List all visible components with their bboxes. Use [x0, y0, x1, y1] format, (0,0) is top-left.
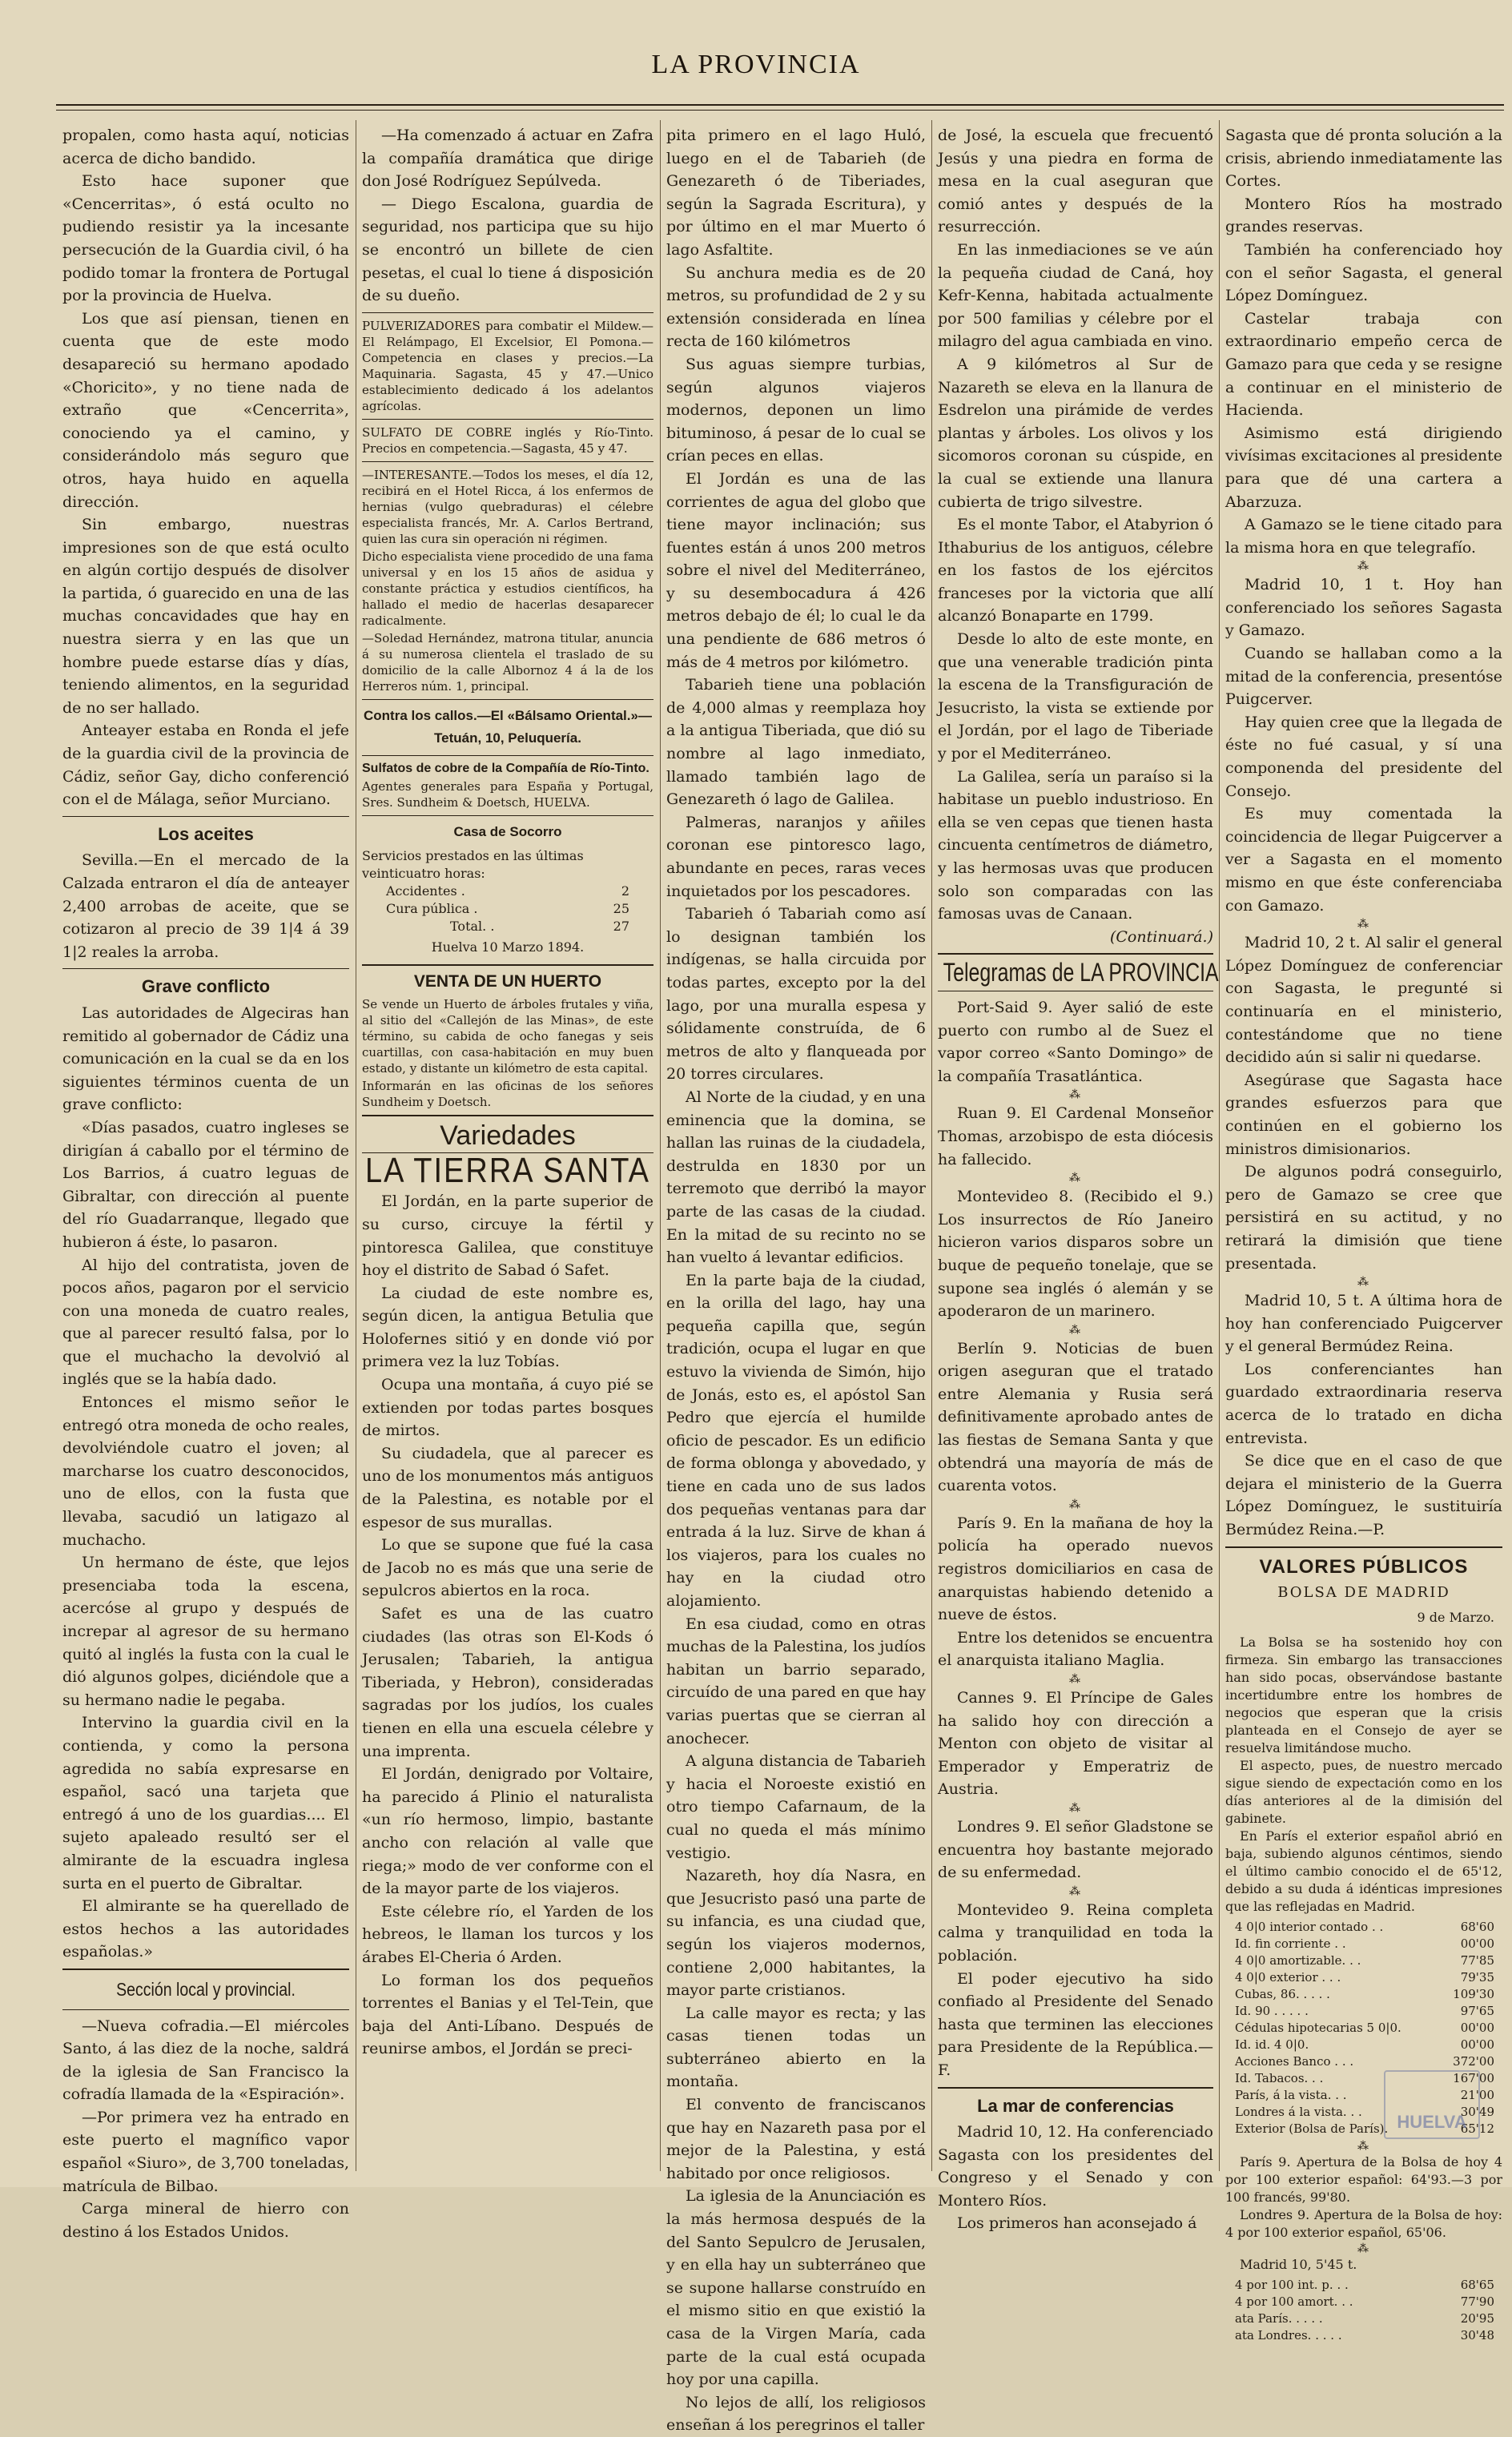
paragraph: Lo que se supone que fué la casa de Jacob no es más que una serie de sepulcros abiertos en la roca. — [362, 1536, 653, 1600]
rate-label: 4 por 100 int. p. . . — [1235, 2278, 1349, 2293]
advertisement-sulfatos — [362, 761, 653, 810]
ad-title: Sulfatos de cobre de la Compañía de Río-Tinto. — [362, 761, 649, 775]
paragraph: Entonces el mismo señor le entregó otra moneda de ocho reales, devolviéndole cuatro el joven; al marcharse los cuatro desconocidos, uno de ellos, con la fusta que llevaba, sacudió un latigazo al muchacho. — [62, 1393, 349, 1549]
paragraph: Es muy comentada la coincidencia de llegar Puigcerver a ver a Sagasta en el momento mismo en que éste conferenciaba con Gamazo. — [1225, 805, 1502, 915]
paragraph: Sevilla.—En el mercado de la Calzada entraron el día de anteayer 2,400 arrobas de aceite, que se cotizaron al precio de 39 1|4 á 39 1|2 reales la arroba. — [62, 851, 349, 961]
rate-value: 372'00 — [1453, 2054, 1494, 2069]
separator-stars: ⁂ — [1069, 1498, 1082, 1511]
column-2 — [362, 124, 653, 2171]
paragraph: En esa ciudad, como en otras muchas de la Palestina, los judíos habitan un barrio separado, circuído de una pared en que hay varias puertas que se cierran al anochecer. — [666, 1615, 926, 1747]
divider — [362, 755, 653, 756]
paragraph: Los conferenciantes han guardado extraordinaria reserva acerca de lo tratado en dicha entrevista. — [1225, 1360, 1502, 1447]
foreign-bolsa — [1225, 2153, 1502, 2242]
paragraph: También ha conferenciado hoy con el señor Sagasta, el general López Domínguez. — [1225, 240, 1502, 305]
rate-label: Londres á la vista. . . — [1235, 2105, 1362, 2120]
section-heading-variedades: Variedades — [440, 1120, 576, 1152]
paragraph: Londres 9. Apertura de la Bolsa de hoy: 4 por 100 exterior español, 65'06. — [1225, 2207, 1502, 2241]
rate-value: 167'00 — [1453, 2071, 1494, 2086]
separator-stars: ⁂ — [1069, 1801, 1082, 1815]
paragraph: El almirante se ha querellado de estos hechos a las autoridades españolas.» — [62, 1897, 349, 1961]
paragraph: A 9 kilómetros al Sur de Nazareth se eleva en la llanura de Esdrelon una pirámide de verdes plantas y árboles. Los olivos y los sicomoros coronan su cúspide, en la cual se extiende una llanura cubierta de trigo silvestre. — [938, 355, 1213, 511]
paragraph: Tabarieh ó Tabariah como así lo designan también los indígenas, se halla circuida por todas partes, excepto por la del lago, por una muralla espesa y sólidamente construída, de 6 metros de alto y flanqueada por 20 torres circulares. — [666, 905, 926, 1084]
paragraph: Intervino la guardia civil en la contienda, y como la persona agredida no sabía expresarse en español, sacó una tarjeta que entregó á uno de los guardias.... El sujeto apaleado resultó ser el almirante de la escuadra inglesa surta en el puerto de Gibraltar. — [62, 1714, 349, 1892]
rate-label: Id. 90 . . . . . — [1235, 2004, 1309, 2019]
separator-stars: ⁂ — [1357, 560, 1370, 573]
stat-value: 2 — [621, 883, 629, 899]
section-heading-telegramas: Telegramas de LA PROVINCIA — [943, 958, 1219, 987]
paragraph: A Gamazo se le tiene citado para la misma hora en que telegrafío. — [1225, 516, 1502, 557]
divider — [362, 964, 653, 966]
rate-label: ata Londres. . . . . — [1235, 2328, 1342, 2343]
paragraph: Cuando se hallaban como a la mitad de la conferencia, presentóse Puigcerver. — [1225, 645, 1502, 709]
rate-value: 00'00 — [1460, 1936, 1494, 1952]
section-heading-valores: VALORES PÚBLICOS — [1259, 1555, 1469, 1578]
socorro-date: Huelva 10 Marzo 1894. — [431, 939, 585, 955]
paragraph: Hay quien cree que la llegada de éste no fué casual, y sí una componenda del presidente del Consejo. — [1225, 713, 1502, 800]
paragraph: Es el monte Tabor, el Atabyrion ó Ithaburius de los antiguos, célebre en los fastos de los ejércitos franceses por la victoria que allí alcanzó Bonaparte en 1799. — [938, 516, 1213, 625]
rate-row — [1225, 1986, 1502, 2003]
paragraph: —Ha comenzado á actuar en Zafra la compañía dramática que dirige don José Rodríguez Sepúlveda. — [362, 127, 653, 191]
paragraph: El Jordán, en la parte superior de su curso, circuye la fértil y pintoresca Galilea, que constituye hoy el distrito de Sabad ó Safet. — [362, 1192, 653, 1280]
rate-row — [1225, 2037, 1502, 2053]
ad-text: —INTERESANTE.—Todos los meses, el día 12, recibirá en el Hotel Ricca, á los enfermos de hernias (vulgo quebraduras) el célebre especialista francés, Mr. A. Carlos Bertrand, quien las cura sin operación ni régimen. — [362, 467, 653, 546]
advertisement-interesante — [362, 467, 653, 694]
socorro-intro: Servicios prestados en las últimas veinticuatro horas: — [362, 847, 584, 881]
telegram: El poder ejecutivo ha sido confiado al Presidente del Senado hasta que terminen las elecciones para Presidente de la República.—F. — [938, 1969, 1213, 2079]
rate-row — [1225, 2294, 1502, 2310]
column-3 — [666, 124, 926, 2435]
section-heading-aceites: Los aceites — [158, 823, 254, 844]
paragraph: La calle mayor es recta; y las casas tienen todas un subterráneo abierto en la montaña. — [666, 2004, 926, 2091]
masthead: LA PROVINCIA — [651, 50, 861, 79]
paragraph: Al Norte de la ciudad, y en una eminencia que la domina, se hallan las ruinas de la ciudadela, destrulda en 1830 por un terremoto que derribó la mayor parte de las casas de la ciudad. En la mitad de su recinto no se han vuelto á levantar edificios. — [666, 1088, 926, 1267]
rate-value: 30'48 — [1460, 2328, 1494, 2343]
separator-stars: ⁂ — [1357, 2242, 1370, 2256]
stat-label: Cura pública . — [386, 900, 478, 916]
rate-value: 21'00 — [1460, 2088, 1494, 2103]
paragraph: Madrid 10, 5 t. A última hora de hoy han conferenciado Puigcerver y el general Bermúdez Reina. — [1225, 1292, 1502, 1356]
advertisement-huerto — [362, 996, 653, 1110]
divider — [362, 699, 653, 700]
advertisement-sulfato — [362, 424, 653, 456]
paragraph: El Jordán, denigrado por Voltaire, ha parecido á Plinio el naturalista «un río hermoso, limpio, bastante ancho con relación al valle que riega;» modo de ver conforme con el de la mayor parte de los viajeros. — [362, 1765, 653, 1898]
ad-callos: Contra los callos.—El «Bálsamo Oriental.»—Tetuán, 10, Peluquería. — [364, 707, 652, 746]
paragraph: pita primero en el lago Huló, luego en el de Tabarieh (de Genezareth ó de Tiberiades, según la Sagrada Escritura), y por último en el mar Muerto ó lago Asfaltite. — [666, 127, 926, 259]
rate-label: Id. Tabacos. . . — [1235, 2071, 1324, 2086]
rate-value: 20'95 — [1460, 2311, 1494, 2326]
socorro-stats — [362, 847, 653, 959]
telegram: París 9. En la mañana de hoy la policía ha operado nuevos registros domiciliarios en casa de anarquistas habiendo detenido a nueve de éstos. — [938, 1514, 1213, 1624]
separator-stars: ⁂ — [1357, 1276, 1370, 1289]
rate-label: París, á la vista. . . — [1235, 2088, 1347, 2103]
separator-stars: ⁂ — [1357, 2140, 1370, 2153]
paragraph: Madrid 10, 5'45 t. — [1240, 2257, 1357, 2273]
paragraph: Anteayer estaba en Ronda el jefe de la guardia civil de la provincia de Cádiz, señor Gay, dicho conferenció con el de Málaga, señor Murciano. — [62, 722, 349, 809]
paragraph: «Días pasados, cuatro ingleses se dirigían á caballo por el término de Los Barrios, á cuatro leguas de Gibraltar, con dirección al puente del río Guadarranque, llegado que hubieron á éste, lo pasaron. — [62, 1118, 349, 1251]
column-separator — [1219, 120, 1220, 2171]
stat-value: 25 — [613, 900, 629, 916]
telegram: Montevideo 9. Reina completa calma y tranquilidad en toda la población. — [938, 1900, 1213, 1964]
paragraph: La iglesia de la Anunciación es la más hermosa después de la del Santo Sepulcro de Jerusalen, y en ella hay un subterráneo que se supone hallarse construído en el mismo sitio en que existió la casa de la Virgen María, cada parte de la cual está ocupada hoy por una capilla. — [666, 2187, 926, 2389]
rate-label: Cédulas hipotecarias 5 0|0. — [1235, 2021, 1401, 2036]
paragraph: En las inmediaciones se ve aún la pequeña ciudad de Caná, hoy Kefr-Kenna, habitada actualmente por 500 familias y célebre por el milagro del agua cambiada en vino. — [938, 240, 1213, 351]
paragraph: Sagasta que dé pronta solución a la crisis, abriendo inmediatamente las Cortes. — [1225, 127, 1502, 191]
paragraph: Sus aguas siempre turbias, según algunos viajeros modernos, deponen un limo bituminoso, á pesar de lo cual se crían peces en ellas. — [666, 355, 926, 465]
divider — [362, 461, 653, 462]
ad-text: PULVERIZADORES para combatir el Mildew.—El Relámpago, El Excelsior, El Pomona.—Competencia en clases y precios.—La Maquinaria. Sagasta, 45 y 47.—Unico establecimiento dedicado á los adelantos agrícolas. — [362, 318, 653, 413]
rate-label: 4 0|0 amortizable. . . — [1235, 1953, 1361, 1969]
continuara: (Continuará.) — [1109, 927, 1213, 946]
ad-text: Se vende un Huerto de árboles frutales y viña, al sitio del «Callejón de las Minas», de este término, su cabida de ocho fanegas y seis cuartillas, con casa-habitación en muy buen estado, y distante un kilómetro de esta capital. — [362, 997, 653, 1076]
divider — [362, 1115, 653, 1116]
rate-row — [1225, 2327, 1502, 2344]
paragraph: Sin embargo, nuestras impresiones son de que está oculto en algún cortijo después de disolver la partida, ó guarecido en una de las muchas concavidades que hay en nuestra sierra y en las que un hombre puede estarse días y días, teniendo alimentos, en la seguridad de no ser hallado. — [62, 516, 349, 717]
separator-stars: ⁂ — [1069, 1088, 1082, 1102]
divider — [362, 419, 653, 420]
telegram: Entre los detenidos se encuentra el anarquista italiano Maglia. — [938, 1628, 1213, 1670]
rate-label: 4 0|0 exterior . . . — [1235, 1970, 1341, 1985]
paragraph: Este célebre río, el Yarden de los hebreos, le llaman los turcos y los árabes El-Cheria ó Arden. — [362, 1902, 653, 1966]
rate-row — [1225, 1969, 1502, 1986]
rate-value: 68'65 — [1460, 2278, 1494, 2293]
bolsa-date: 9 de Marzo. — [1417, 1609, 1494, 1625]
paragraph: Su ciudadela, que al parecer es uno de los monumentos más antiguos de la Palestina, es notable por el espesor de sus murallas. — [362, 1444, 653, 1531]
masthead-rule — [56, 104, 1504, 106]
rate-row — [1225, 2310, 1502, 2327]
rate-row — [1225, 2003, 1502, 2020]
paragraph: Asimismo está dirigiendo vivísimas excitaciones al presidente para que dé una cartera a Abarzuza. — [1225, 424, 1502, 511]
bolsa-report — [1225, 1634, 1502, 1916]
paragraph: El Jordán es una de las corrientes de agua del globo que tiene mayor inclinación; sus fuentes están á unos 200 metros sobre el nivel del Mediterráneo, y su desembocadura á 426 metros debajo de él; lo cual le da una pendiente de 686 metros ó más de 4 metros por kilómetro. — [666, 469, 926, 671]
separator-stars: ⁂ — [1069, 1323, 1082, 1337]
paragraph: Safet es una de las cuatro ciudades (las otras son El-Kods ó Jerusalen; Tabarieh, la antigua Tiberiada, y Hebron), consideradas sagradas por los judíos, los cuales tienen en ella una escuela célebre y una imprenta. — [362, 1605, 653, 1760]
stat-label: Accidentes . — [386, 883, 465, 899]
section-heading-conferencias: La mar de conferencias — [977, 2095, 1174, 2116]
paragraph: La ciudad de este nombre es, según dicen, la antigua Betulia que Holofernes sitió y en donde vió por primera vez la luz Tobías. — [362, 1284, 653, 1371]
paragraph: Castelar trabaja con extraordinario empeño cerca de Gamazo para que ceda y se resigne a continuar en el ministerio de Hacienda. — [1225, 309, 1502, 420]
rate-value: 77'90 — [1460, 2294, 1494, 2310]
rate-value: 68'60 — [1460, 1920, 1494, 1935]
paragraph: Montero Ríos ha mostrado grandes reservas. — [1225, 195, 1502, 236]
paragraph: De algunos podrá conseguirlo, pero de Gamazo se cree que persistirá en su actitud, y no retirará la dimisión que tiene presentada. — [1225, 1163, 1502, 1273]
rate-row — [1225, 1919, 1502, 1936]
divider — [362, 312, 653, 313]
rate-label: Acciones Banco . . . — [1235, 2054, 1354, 2069]
divider — [938, 953, 1213, 955]
article-title-tierra-santa: LA TIERRA SANTA — [365, 1151, 650, 1190]
paragraph: —Por primera vez ha entrado en este puerto el magnífico vapor español «Siuro», de 3,700 toneladas, matrícula de Bilbao. — [62, 2108, 349, 2195]
column-4 — [938, 124, 1219, 2233]
separator-stars: ⁂ — [1069, 1884, 1082, 1898]
ad-text: Agentes generales para España y Portugal, Sres. Sundheim & Doetsch, HUELVA. — [362, 778, 653, 810]
divider — [62, 816, 349, 817]
rate-value: 00'00 — [1460, 2021, 1494, 2036]
rate-value: 79'35 — [1460, 1970, 1494, 1985]
masthead-rule-thin — [56, 110, 1504, 111]
stat-value: 27 — [613, 918, 629, 934]
paragraph: Madrid 10, 2 t. Al salir el general López Domínguez de conferenciar con Sagasta, le pregunté si continuaría en el ministerio, contestándome que no tiene decidido aún si salir ni quedarse. — [1225, 934, 1502, 1067]
stat-label: Total. . — [450, 918, 495, 934]
paragraph: Ocupa una montaña, á cuyo pié se extienden por todas partes bosques de mirtos. — [362, 1376, 653, 1440]
divider — [62, 1969, 349, 1970]
rate-value: 65'12 — [1460, 2121, 1494, 2137]
divider — [62, 2009, 349, 2010]
huerto-title: VENTA DE UN HUERTO — [413, 971, 602, 991]
archive-stamp: HUELVA — [1384, 2070, 1480, 2139]
ad-text: Dicho especialista viene procedido de una fama universal y en los 15 años de asidua y constante práctica y estudios científicos, ha hallado el medio de hacerlas desaparecer radicalmente. — [362, 549, 653, 628]
madrid-closing — [1225, 2256, 1502, 2274]
paragraph: Esto hace suponer que «Cencerritas», ó está oculto no pudiendo resistir ya la incesante persecución de la Guardia civil, ó ha podido tomar la frontera de Portugal por la provincia de Huelva. — [62, 172, 349, 305]
section-heading-conflicto: Grave conflicto — [141, 976, 271, 997]
rate-label: Exterior (Bolsa de París). — [1235, 2121, 1389, 2137]
paragraph: Se dice que en el caso de que dejara el ministerio de la Guerra López Domínguez, le sustituiría Bermúdez Reina.—P. — [1225, 1452, 1502, 1539]
ad-text: —Soledad Hernández, matrona titular, anuncia á su numerosa clientela el traslado de su domicilio de la calle Albornoz 4 á la de los Herreros núm. 1, principal. — [362, 630, 653, 694]
paragraph: Los que así piensan, tienen en cuenta que de este modo desapareció su hermano apodado «Choricito», y no tiene nada de extraño que «Cencerrita», conociendo ya el camino, y considerándolo más seguro que otros, haya huido en aquella dirección. — [62, 309, 349, 511]
divider — [62, 968, 349, 969]
paragraph: Asegúrase que Sagasta hace grandes esfuerzos para que continúen en el gobierno los ministros dimisionarios. — [1225, 1071, 1502, 1158]
paragraph: Los primeros han aconsejado á — [957, 2214, 1197, 2233]
column-separator — [660, 120, 661, 2171]
paragraph: Madrid 10, 1 t. Hoy han conferenciado los señores Sagasta y Gamazo. — [1225, 576, 1502, 640]
rates-table-closing — [1225, 2277, 1502, 2344]
section-heading-local: Sección local y provincial. — [116, 1978, 296, 2000]
separator-stars: ⁂ — [1069, 1673, 1082, 1686]
rate-value: 97'65 — [1460, 2004, 1494, 2019]
paragraph: No lejos de allí, los religiosos enseñan á los peregrinos el taller — [666, 2393, 926, 2435]
stat-row — [362, 883, 653, 900]
rate-row — [1225, 2277, 1502, 2294]
separator-stars: ⁂ — [1357, 918, 1370, 931]
rate-label: Id. fin corriente . . — [1235, 1936, 1346, 1952]
stat-row-total — [362, 918, 653, 935]
paragraph: Al hijo del contratista, joven de pocos años, pagaron por el servicio con una moneda de cuatro reales, que al parecer resultó falsa, por lo que el muchacho la devolvió al inglés que se la había dado. — [62, 1256, 349, 1389]
paragraph: Madrid 10, 12. Ha conferenciado Sagasta con los presidentes del Congreso y el Senado y con Montero Ríos. — [938, 2123, 1213, 2210]
rate-row — [1225, 1952, 1502, 1969]
rate-label: Cubas, 86. . . . . — [1235, 1987, 1330, 2002]
paragraph: —Nueva cofradia.—El miércoles Santo, á las diez de la noche, saldrá de la iglesia de San Francisco la cofradía llamada de la «Espiración». — [62, 2017, 349, 2104]
paragraph: La Bolsa se ha sostenido hoy con firmeza. Sin embargo las transacciones han sido pocas, observándose bastante incertidumbre entre los hombres de negocios que esperan que la crisis planteada en el Consejo de ayer se resuelva limitándose mucho. — [1225, 1635, 1502, 1756]
column-separator — [931, 120, 932, 2171]
rate-label: 4 por 100 amort. . . — [1235, 2294, 1353, 2310]
paragraph: Las autoridades de Algeciras han remitido al gobernador de Cádiz una comunicación en la cual se da en los siguientes términos cuenta de un grave conflicto: — [62, 1003, 349, 1114]
paragraph: Su anchura media es de 20 metros, su profundidad de 2 y su extensión considerada en línea recta de 160 kilómetros — [666, 263, 926, 351]
stat-row — [362, 900, 653, 918]
paragraph: Nazareth, hoy día Nasra, en que Jesucristo pasó una parte de su infancia, es una ciudad que, según los viajeros modernos, contiene 2,000 habitantes, la mayor parte cristianos. — [666, 1867, 926, 2000]
paragraph: Carga mineral de hierro con destino á los Estados Unidos. — [62, 2200, 349, 2241]
ad-text: Informarán en las oficinas de los señores Sundheim y Doetsch. — [362, 1079, 653, 1110]
paragraph: Un hermano de éste, que lejos presenciaba toda la escena, acercóse al grupo y después de increpar al agresor de su hermano quitó al inglés la fusta con la cual le dió algunos golpes, diciéndole que a su hermano nadie le pegaba. — [62, 1554, 349, 1709]
rate-value: 00'00 — [1460, 2037, 1494, 2053]
divider — [938, 2087, 1213, 2089]
telegram: Londres 9. El señor Gladstone se encuentra hoy bastante mejorado de su enfermedad. — [938, 1817, 1213, 1882]
rate-label: Id. id. 4 0|0. — [1235, 2037, 1309, 2053]
paragraph: — Diego Escalona, guardia de seguridad, nos participa que su hijo se encontró un billete de cien pesetas, el cual lo tiene á disposición de su dueño. — [362, 195, 653, 305]
telegram: Montevideo 8. (Recibido el 9.) Los insurrectos de Río Janeiro hicieron varios disparos sobre un buque de pequeño tonelaje, que se supone sea inglés ó alemán y se apoderaron de un marinero. — [938, 1188, 1213, 1321]
paragraph: Tabarieh tiene una población de 4,000 almas y reemplaza hoy a la antigua Tiberiada, que dió su nombre al lago inmediato, llamado también lago de Genezareth ó lago de Galilea. — [666, 676, 926, 809]
paragraph: Lo forman los dos pequeños torrentes el Banias y el Tel-Tein, que baja del Anti-Líbano. Después de reunirse ambos, el Jordán se preci- — [362, 1971, 653, 2058]
paragraph: El convento de franciscanos que hay en Nazareth pasa por el mejor de la Palestina, y está habitado por once religiosos. — [666, 2096, 926, 2182]
socorro-title: Casa de Socorro — [453, 823, 562, 839]
rate-value: 109'30 — [1453, 1987, 1494, 2002]
bolsa-title: BOLSA DE MADRID — [1277, 1584, 1450, 1602]
column-1 — [62, 124, 349, 2241]
divider — [362, 815, 653, 816]
telegram: Port-Said 9. Ayer salió de este puerto con rumbo al de Suez el vapor correo «Santo Domingo» de la compañía Trasatlántica. — [938, 998, 1213, 1085]
rate-row — [1225, 2020, 1502, 2037]
paragraph: El aspecto, pues, de nuestro mercado sigue siendo de expectación como en los días anteriores al de la dimisión del gabinete. — [1225, 1758, 1502, 1827]
advertisement-pulverizadores — [362, 318, 653, 414]
ad-text: SULFATO DE COBRE inglés y Río-Tinto. Precios en competencia.—Sagasta, 45 y 47. — [362, 424, 653, 456]
paragraph: de José, la escuela que frecuentó Jesús y una piedra en forma de mesa en la cual aseguran que comió antes y después de la resurrección. — [938, 127, 1213, 236]
rate-row — [1225, 1936, 1502, 1952]
paragraph: Desde lo alto de este monte, en que una venerable tradición pinta la escena de la Transfiguración de Jesucristo, la vista se extiende por el Jordán, por el lago de Tiberiade y por el Mediterráneo. — [938, 630, 1213, 763]
telegram: Cannes 9. El Príncipe de Gales ha salido hoy con dirección a Menton con objeto de visitar al Emperador y Emperatriz de Austria. — [938, 1689, 1213, 1799]
paragraph: En París el exterior español abrió en baja, subiendo algunos céntimos, siendo el último cambio conocido el de 65'12, debido a su duda á idénticas impresiones que las reflejadas en Madrid. — [1225, 1828, 1502, 1915]
rate-value: 77'85 — [1460, 1953, 1494, 1969]
column-5 — [1225, 124, 1502, 2343]
telegram: Berlín 9. Noticias de buen origen aseguran que el tratado entre Alemania y Rusia será definitivamente aprobado antes de las fiestas de Semana Santa y que obtendrá una mayoría de más de cuarenta votos. — [938, 1339, 1213, 1495]
paragraph: A alguna distancia de Tabarieh y hacia el Noroeste existió en otro tiempo Cafarnaum, de la cual no queda el más mínimo vestigio. — [666, 1752, 926, 1862]
paragraph: propalen, como hasta aquí, noticias acerca de dicho bandido. — [62, 127, 349, 167]
paragraph: Palmeras, naranjos y añiles coronan ese pintoresco lago, abundante en peces, raras veces inquietados por los pescadores. — [666, 813, 926, 900]
paragraph: En la parte baja de la ciudad, en la orilla del lago, hay una pequeña capilla que, según tradición, ocupa el lugar en que estuvo la vivienda de Simón, hijo de Jonás, esto es, el apóstol San Pedro que ejercía el humilde oficio de pescador. Es un edificio de forma oblonga y abovedado, y tiene en cada uno de sus lados dos pequeñas ventanas para dar entrada á la luz. Sirve de khan á los viajeros, para los cuales no hay en la ciudad otro alojamiento. — [666, 1271, 926, 1610]
rate-row — [1225, 2053, 1502, 2070]
rate-label: 4 0|0 interior contado . . — [1235, 1920, 1384, 1935]
paragraph: La Galilea, sería un paraíso si la habitase un pueblo industrioso. En ella se ven cepas que tienen hasta cincuenta centímetros de diámetro, y las hermosas uvas que producen solo son comparadas con las famosas uvas de Canaan. — [938, 767, 1213, 923]
paragraph: París 9. Apertura de la Bolsa de hoy 4 por 100 exterior español: 64'93.—3 por 100 francés, 99'80. — [1225, 2154, 1502, 2206]
rate-value: 30'49 — [1460, 2105, 1494, 2120]
telegram: Ruan 9. El Cardenal Monseñor Thomas, arzobispo de esta diócesis ha fallecido. — [938, 1104, 1213, 1168]
rate-label: ata París. . . . . — [1235, 2311, 1323, 2326]
divider — [1225, 1546, 1502, 1548]
separator-stars: ⁂ — [1069, 1172, 1082, 1185]
